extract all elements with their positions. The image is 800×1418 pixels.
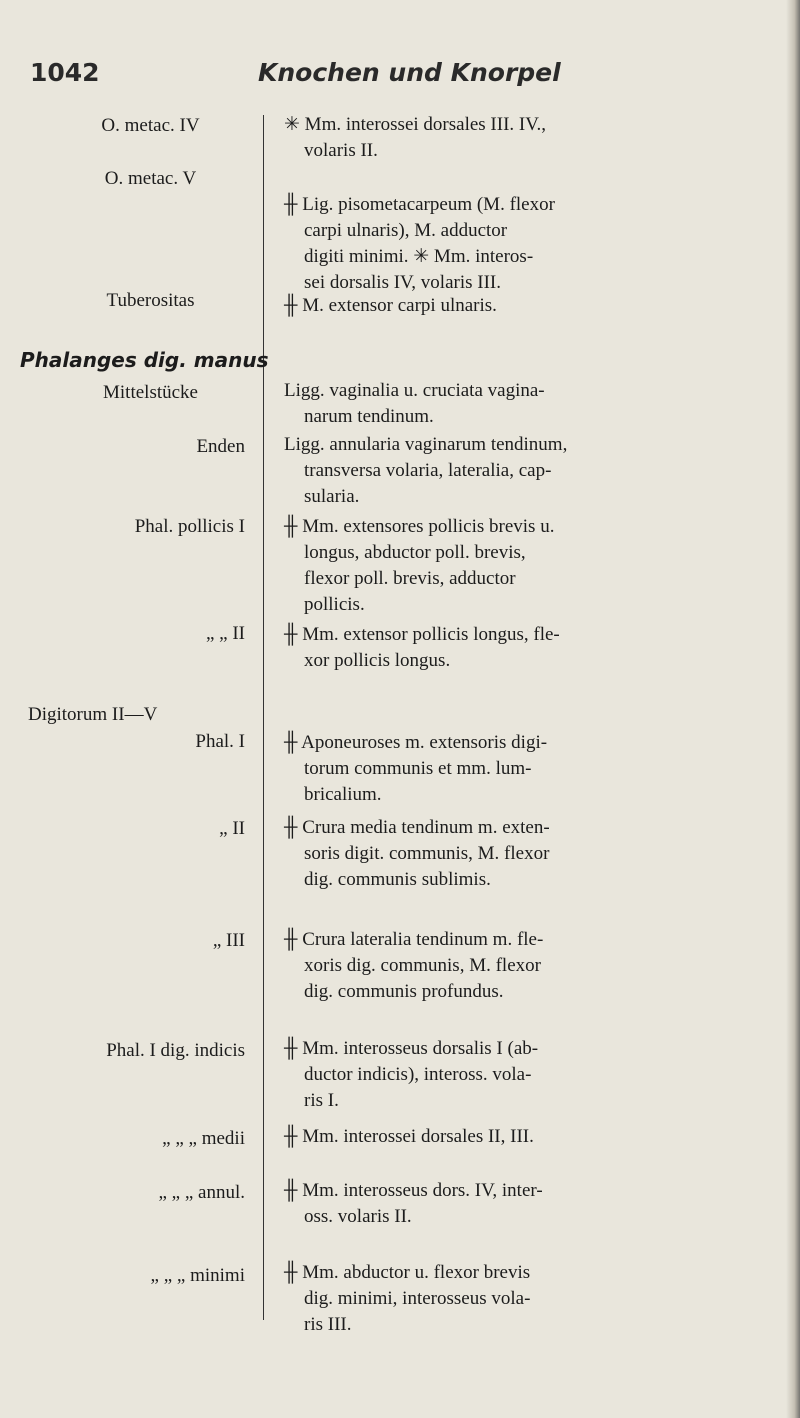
page-number: 1042 <box>30 58 100 87</box>
left-entry: O. metac. V <box>104 168 197 189</box>
text-block <box>284 1260 784 1338</box>
text-line: ╫ M. extensor carpi ulnaris. <box>284 295 497 316</box>
text-line: ductor indicis), inteross. vola- <box>304 1064 532 1085</box>
text-line: flexor poll. brevis, adductor <box>304 568 516 589</box>
text-block <box>284 1124 784 1150</box>
text-line: dig. communis profundus. <box>304 981 504 1002</box>
text-line: Ligg. vaginalia u. cruciata vagina- <box>284 380 545 401</box>
text-block <box>284 293 784 319</box>
text-line: sularia. <box>304 486 360 507</box>
left-entry: Phal. I dig. indicis <box>106 1040 245 1061</box>
text-line: ╫ Mm. interosseus dorsalis I (ab- <box>284 1038 539 1059</box>
text-line: xoris dig. communis, M. flexor <box>304 955 541 976</box>
text-line: digiti minimi. ✳ Mm. interos- <box>304 246 534 267</box>
left-entry: „ II <box>219 818 245 839</box>
text-line: dig. communis sublimis. <box>304 869 491 890</box>
text-line: pollicis. <box>304 594 365 615</box>
left-entry: „ III <box>212 930 245 951</box>
text-block <box>284 1036 784 1114</box>
text-line: soris digit. communis, M. flexor <box>304 843 550 864</box>
text-line: ╫ Mm. interosseus dors. IV, inter- <box>284 1180 543 1201</box>
text-line: ✳ Mm. interossei dorsales III. IV., <box>284 114 547 135</box>
text-block <box>284 112 784 164</box>
text-block <box>284 514 784 618</box>
text-line: volaris II. <box>304 140 378 161</box>
text-line: torum communis et mm. lum- <box>304 758 532 779</box>
left-entry: Phal. I <box>195 731 245 752</box>
text-block <box>284 622 784 674</box>
text-line: ╫ Crura lateralia tendinum m. fle- <box>284 929 544 950</box>
left-entry: Enden <box>196 436 245 457</box>
text-line: ris III. <box>304 1314 352 1335</box>
text-block <box>284 432 784 510</box>
text-line: narum tendinum. <box>304 406 434 427</box>
text-line: dig. minimi, interosseus vola- <box>304 1288 531 1309</box>
text-line: sei dorsalis IV, volaris III. <box>304 272 502 293</box>
section-heading: Phalanges dig. manus <box>20 348 269 372</box>
left-entry: Phal. pollicis I <box>134 516 245 537</box>
page-header <box>30 58 790 98</box>
text-line: ╫ Mm. extensor pollicis longus, fle- <box>284 624 560 645</box>
page-edge-shadow <box>786 0 800 1418</box>
running-head: Knochen und Knorpel <box>258 58 561 87</box>
text-line: ╫ Mm. extensores pollicis brevis u. <box>284 516 555 537</box>
left-entry: O. metac. IV <box>101 115 200 136</box>
text-line: ╫ Mm. abductor u. flexor brevis <box>284 1262 531 1283</box>
text-line: ris I. <box>304 1090 339 1111</box>
left-entry: „ „ „ medii <box>162 1128 245 1149</box>
text-block <box>284 1178 784 1230</box>
text-line: carpi ulnaris), M. adductor <box>304 220 508 241</box>
text-line: ╫ Aponeuroses m. extensoris digi- <box>284 732 548 753</box>
text-line: ╫ Mm. interossei dorsales II, III. <box>284 1126 534 1147</box>
text-line: Ligg. annularia vaginarum tendinum, <box>284 434 568 455</box>
left-entry: „ „ „ minimi <box>150 1265 245 1286</box>
text-block <box>284 815 784 893</box>
text-block <box>284 927 784 1005</box>
left-entry: Digitorum II—V <box>28 704 158 725</box>
text-line: ╫ Crura media tendinum m. exten- <box>284 817 550 838</box>
text-line: oss. volaris II. <box>304 1206 412 1227</box>
left-entry: „ „ „ annul. <box>158 1182 245 1203</box>
text-block <box>284 192 784 296</box>
text-line: bricalium. <box>304 784 382 805</box>
left-entry: Tuberositas <box>106 290 195 311</box>
text-block <box>284 730 784 808</box>
text-line: transversa volaria, lateralia, cap- <box>304 460 552 481</box>
text-line: xor pollicis longus. <box>304 650 451 671</box>
left-entry: Mittelstücke <box>103 382 198 403</box>
text-block <box>284 378 784 430</box>
text-line: longus, abductor poll. brevis, <box>304 542 526 563</box>
text-line: ╫ Lig. pisometacarpeum (M. flexor <box>284 194 555 215</box>
left-entry: „ „ II <box>205 623 245 644</box>
